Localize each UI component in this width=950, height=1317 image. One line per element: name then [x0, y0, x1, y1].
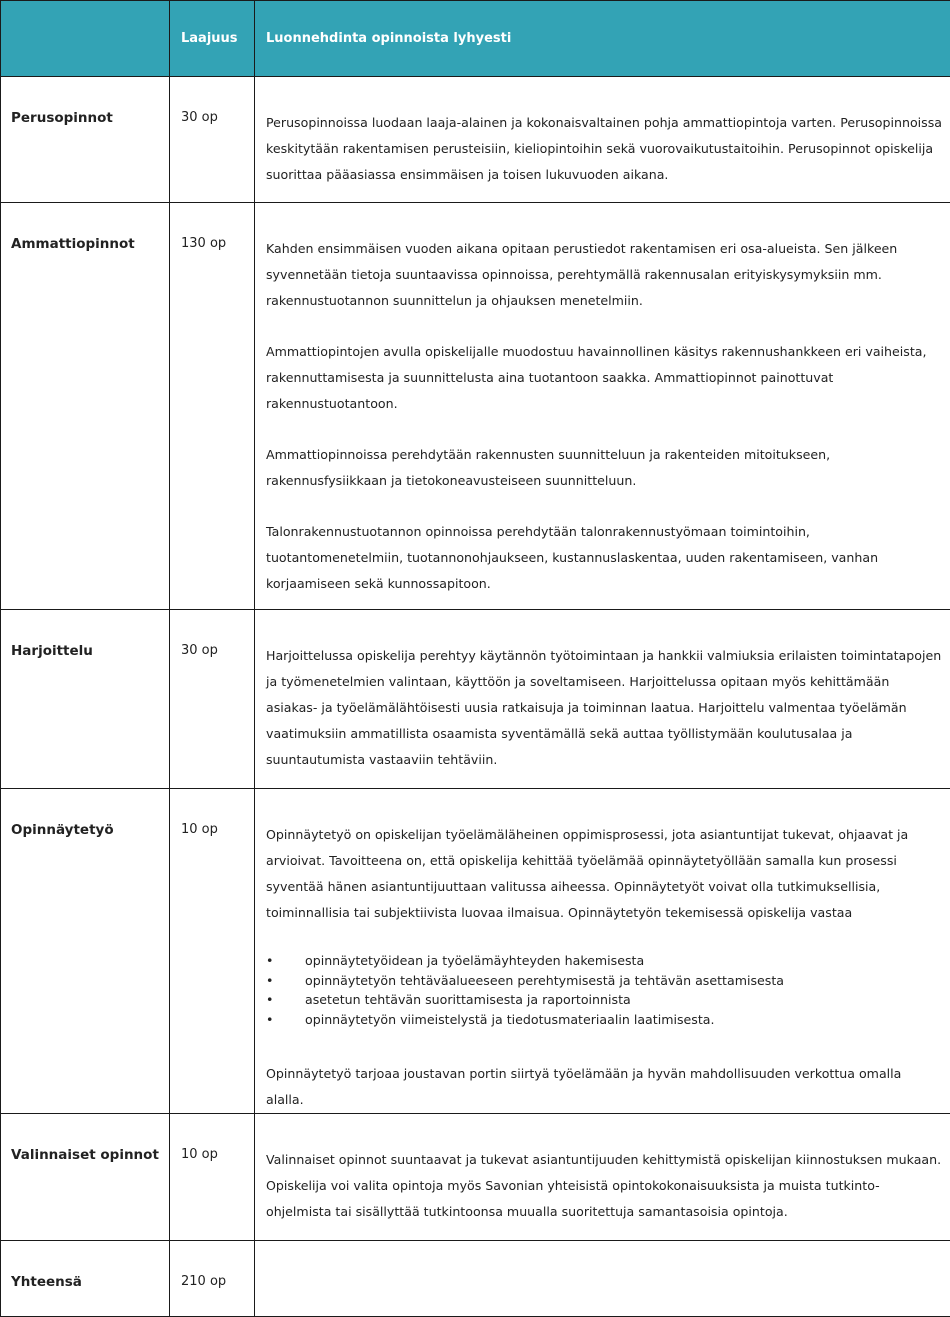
header-module: [1, 1, 170, 77]
bullet-icon: •: [266, 951, 273, 971]
description-intro: Opinnäytetyö on opiskelijan työelämäläheinen oppimisprosessi, jota asiantuntijat tukevat, ohjaavat ja arvioivat. Tavoitteena on, että opiskelija kehittää työelämää opinnäytetyöllään samalla kun prosessi syventää hänen asiantuntijuuttaan valitussa aiheessa. Opinnäytetyöt voivat olla tutkimuksellisia, toiminnallisia tai subjektiivista luovaa ilmaisua. Opinnäytetyön tekemisessä opiskelija vastaa: [266, 822, 942, 926]
module-description: [255, 1114, 950, 1241]
module-description: [255, 203, 950, 610]
module-credits: 30 op: [170, 77, 255, 203]
module-credits: 30 op: [170, 610, 255, 789]
description-paragraph: Harjoittelussa opiskelija perehtyy käytännön työtoimintaan ja hankkii valmiuksia erilaisten toimintatapojen ja työmenetelmien valintaan, käyttöön ja soveltamiseen. Harjoittelussa opitaan myös kehittämään asiakas- ja työelämälähtöisesti uusia ratkaisuja ja toiminnan laatua. Harjoittelu valmentaa työelämän vaatimuksiin ammatillista osaamista syventämällä sekä auttaa työllistymään koulutusalaa ja suuntautumista vastaaviin tehtäviin.: [266, 643, 942, 773]
module-name: Harjoittelu: [1, 610, 170, 789]
module-name: Perusopinnot: [1, 77, 170, 203]
module-name: Valinnaiset opinnot: [1, 1114, 170, 1241]
module-description: [255, 789, 950, 1114]
module-credits: 130 op: [170, 203, 255, 610]
table-row-valinnaiset: [1, 1114, 950, 1241]
table-header-row: [1, 1, 950, 77]
list-item: • opinnäytetyön tehtäväalueeseen perehtymisestä ja tehtävän asettamisesta: [266, 971, 942, 991]
description-paragraph: Ammattiopinnoissa perehdytään rakennusten suunnitteluun ja rakenteiden mitoitukseen, rakennusfysiikkaan ja tietokoneavusteiseen suunnitteluun.: [266, 442, 942, 494]
module-description: [255, 610, 950, 789]
list-item: • opinnäytetyöidean ja työelämäyhteyden hakemisesta: [266, 951, 942, 971]
module-name: Opinnäytetyö: [1, 789, 170, 1114]
module-description: [255, 77, 950, 203]
bullet-icon: •: [266, 990, 273, 1010]
bullet-icon: •: [266, 1010, 273, 1030]
table-row-ammattiopinnot: [1, 203, 950, 610]
responsibility-list: [266, 951, 942, 1029]
list-item: • opinnäytetyön viimeistelystä ja tiedotusmateriaalin laatimisesta.: [266, 1010, 942, 1030]
table-row-opinnaytetyo: [1, 789, 950, 1114]
table-row-perusopinnot: [1, 77, 950, 203]
total-description-empty: [255, 1241, 950, 1317]
description-paragraph: Kahden ensimmäisen vuoden aikana opitaan perustiedot rakentamisen eri osa-alueista. Sen jälkeen syvennetään tietoja suuntaavissa opinnoissa, perehtymällä rakennusalan erityiskysymyksiin mm. rakennustuotannon suunnittelun ja ohjauksen menetelmiin.: [266, 236, 942, 314]
list-item: • asetetun tehtävän suorittamisesta ja raportoinnista: [266, 990, 942, 1010]
module-credits: 10 op: [170, 789, 255, 1114]
table-row-harjoittelu: [1, 610, 950, 789]
total-credits: 210 op: [170, 1241, 255, 1317]
table-row-total: [1, 1241, 950, 1317]
description-outro: Opinnäytetyö tarjoaa joustavan portin siirtyä työelämään ja hyvän mahdollisuuden verkottua omalla alalla.: [266, 1061, 942, 1113]
header-scope: Laajuus: [170, 1, 255, 77]
description-paragraph: Perusopinnoissa luodaan laaja-alainen ja kokonaisvaltainen pohja ammattiopintoja varten. Perusopinnoissa keskitytään rakentamisen perusteisiin, kieliopintoihin sekä vuorovaikutustaitoihin. Perusopinnot opiskelija suorittaa pääasiassa ensimmäisen ja toisen lukuvuoden aikana.: [266, 110, 942, 188]
description-paragraph: Talonrakennustuotannon opinnoissa perehdytään talonrakennustyömaan toimintoihin, tuotantomenetelmiin, tuotannonohjaukseen, kustannuslaskentaa, uuden rakentamiseen, vanhan korjaamiseen sekä kunnossapitoon.: [266, 519, 942, 597]
bullet-icon: •: [266, 971, 273, 991]
module-name: Ammattiopinnot: [1, 203, 170, 610]
description-paragraph: Valinnaiset opinnot suuntaavat ja tukevat asiantuntijuuden kehittymistä opiskelijan kiinnostuksen mukaan. Opiskelija voi valita opintoja myös Savonian yhteisistä opintokokonaisuuksista ja muista tutkinto-ohjelmista tai sisällyttää tutkintoonsa muualla suoritettuja samantasoisia opintoja.: [266, 1147, 942, 1225]
description-paragraph: Ammattiopintojen avulla opiskelijalle muodostuu havainnollinen käsitys rakennushankkeen eri vaiheista, rakennuttamisesta ja suunnittelusta aina tuotantoon saakka. Ammattiopinnot painottuvat rakennustuotantoon.: [266, 339, 942, 417]
total-label: Yhteensä: [1, 1241, 170, 1317]
module-credits: 10 op: [170, 1114, 255, 1241]
header-description: Luonnehdinta opinnoista lyhyesti: [255, 1, 950, 77]
